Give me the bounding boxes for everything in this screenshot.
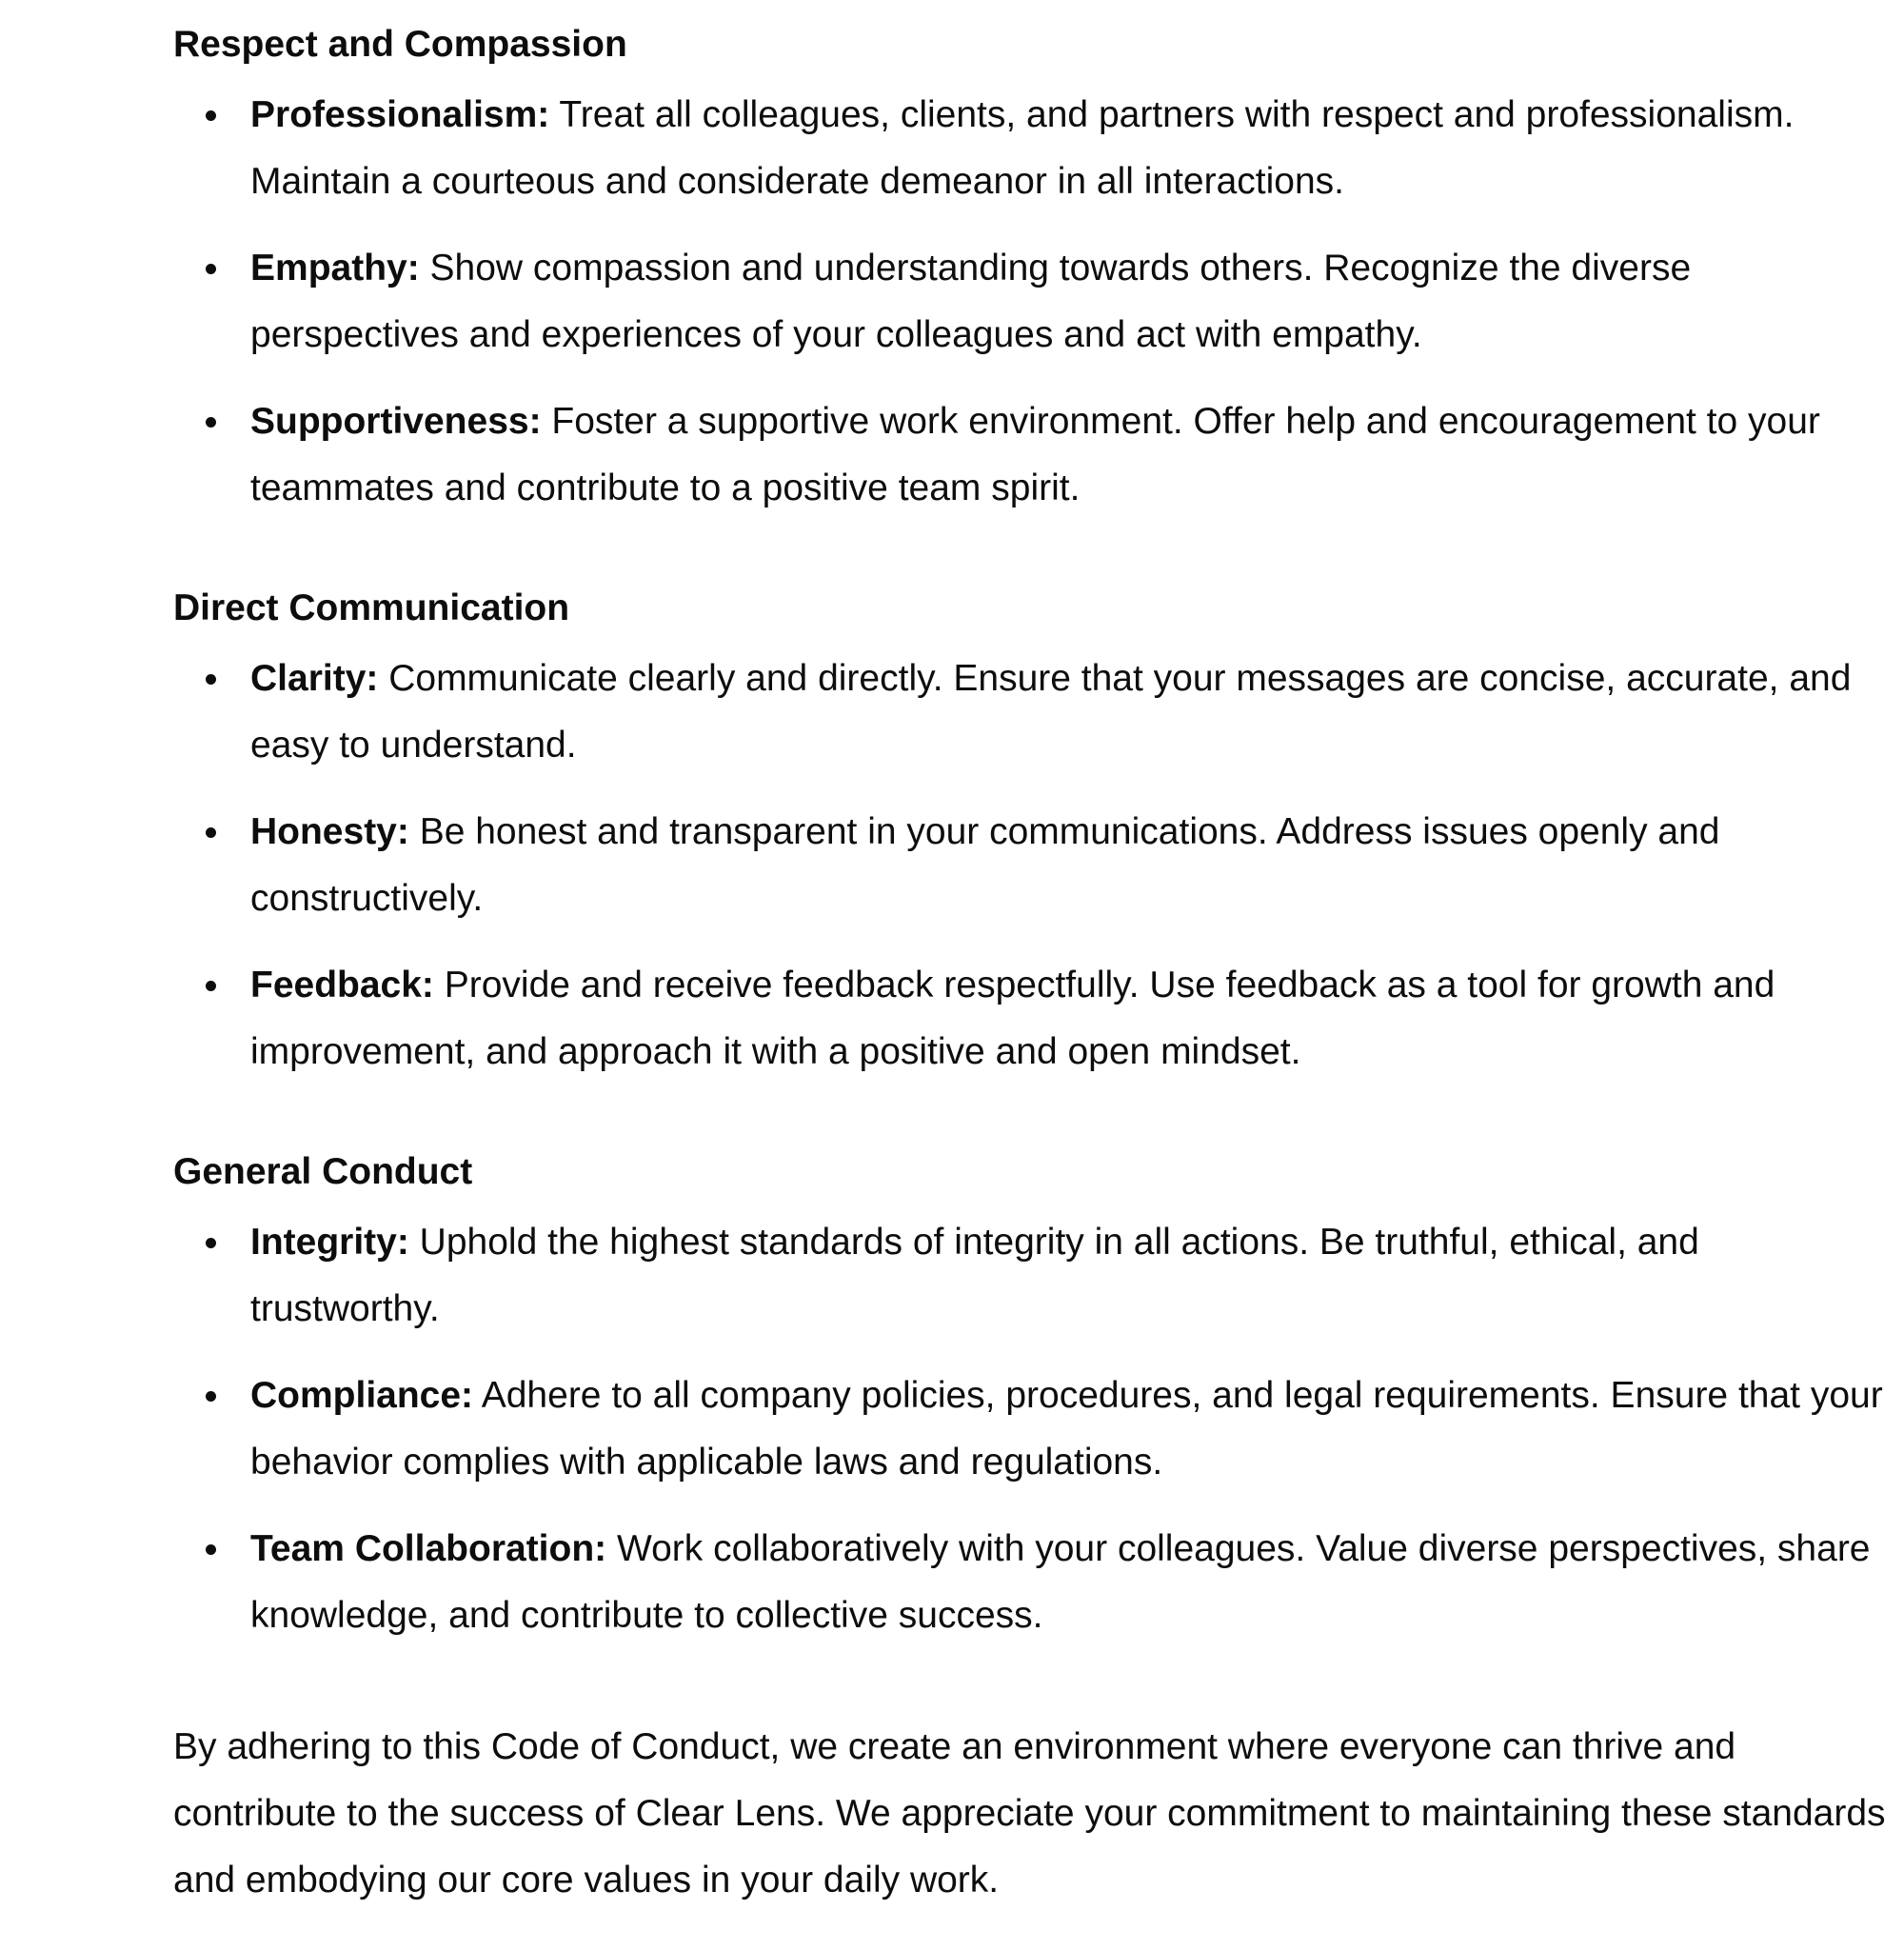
item-term: Compliance: — [250, 1375, 474, 1416]
list-item — [173, 646, 1887, 779]
item-term: Integrity: — [250, 1222, 409, 1263]
bullet-list — [173, 1209, 1887, 1649]
item-term: Clarity: — [250, 658, 379, 699]
item-text: Be honest and transparent in your communications. Address issues openly and constructively. — [250, 811, 1720, 919]
section-respect-and-compassion — [173, 23, 1887, 522]
list-item — [173, 1363, 1887, 1496]
item-text: Work collaboratively with your colleagues. Value diverse perspectives, share knowledge, and contribute to collective success. — [250, 1528, 1871, 1636]
bullet-icon — [206, 264, 216, 274]
bullet-list — [173, 646, 1887, 1085]
section-heading: Direct Communication — [173, 587, 570, 628]
bullet-icon — [206, 981, 216, 991]
bullet-icon — [206, 1238, 216, 1248]
item-text: Treat all colleagues, clients, and partners with respect and professionalism. Maintain a courteous and considerate demeanor in all interactions. — [250, 94, 1795, 202]
list-item — [173, 235, 1887, 368]
bullet-icon — [206, 1544, 216, 1555]
section-heading: General Conduct — [173, 1151, 473, 1192]
bullet-icon — [206, 417, 216, 428]
item-term: Team Collaboration: — [250, 1528, 607, 1569]
closing-paragraph: By adhering to this Code of Conduct, we create an environment where everyone can thrive and contribute to the success of Clear Lens. We appreciate your commitment to maintaining these standards and embodying our core values in your daily work. — [173, 1726, 1886, 1901]
list-item — [173, 1516, 1887, 1649]
item-text: Show compassion and understanding towards others. Recognize the diverse perspectives and experiences of your colleagues and act with empathy. — [250, 248, 1692, 355]
list-item — [173, 388, 1887, 522]
item-term: Honesty: — [250, 811, 409, 852]
list-item — [173, 1209, 1887, 1343]
item-term: Supportiveness: — [250, 401, 542, 442]
item-text: Adhere to all company policies, procedures, and legal requirements. Ensure that your behavior complies with applicable laws and regulations. — [250, 1375, 1883, 1483]
code-of-conduct-document — [173, 0, 1887, 1914]
section-direct-communication — [173, 587, 1887, 1085]
item-text: Foster a supportive work environment. Offer help and encouragement to your teammates and contribute to a positive team spirit. — [250, 401, 1820, 508]
bullet-icon — [206, 674, 216, 685]
bullet-icon — [206, 110, 216, 121]
item-term: Feedback: — [250, 965, 434, 1005]
item-text: Communicate clearly and directly. Ensure that your messages are concise, accurate, and easy to understand. — [250, 658, 1852, 766]
list-item — [173, 952, 1887, 1085]
section-general-conduct — [173, 1150, 1887, 1649]
item-text: Provide and receive feedback respectfully. Use feedback as a tool for growth and improvement, and approach it with a positive and open mindset. — [250, 965, 1775, 1072]
bullet-list — [173, 82, 1887, 522]
bullet-icon — [206, 1391, 216, 1402]
list-item — [173, 82, 1887, 215]
list-item — [173, 799, 1887, 932]
item-term: Professionalism: — [250, 94, 550, 135]
item-term: Empathy: — [250, 248, 420, 289]
item-text: Uphold the highest standards of integrity in all actions. Be truthful, ethical, and trustworthy. — [250, 1222, 1699, 1329]
bullet-icon — [206, 827, 216, 838]
section-heading: Respect and Compassion — [173, 24, 627, 65]
